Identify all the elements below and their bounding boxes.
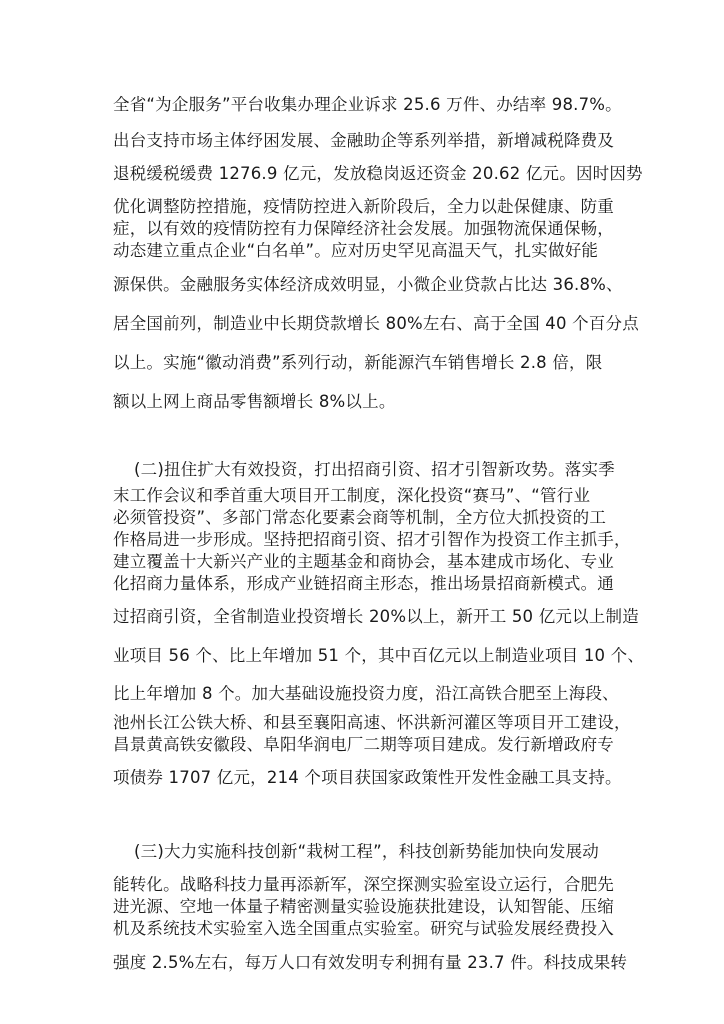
- text-line: 退税缓税缓费 1276.9 亿元，发放稳岗返还资金 20.62 亿元。因时因势: [113, 164, 643, 183]
- text-line: 强度 2.5%左右，每万人口有效发明专利拥有量 23.7 件。科技成果转: [113, 953, 628, 972]
- text-line: 业项目 56 个、比上年增加 51 个，其中百亿元以上制造业项目 10 个、: [113, 646, 645, 665]
- text-line: 出台支持市场主体纾困发展、金融助企等系列举措，新增减税降费及: [113, 131, 614, 150]
- text-line: 末工作会议和季首重大项目开工制度，深化投资“赛马”、“管行业: [113, 486, 591, 505]
- text-line: 建立覆盖十大新兴产业的主题基金和商协会，基本建成市场化、专业: [113, 552, 614, 571]
- text-line: 额以上网上商品零售额增长 8%以上。: [113, 392, 396, 411]
- text-line: 昌景黄高铁安徽段、阜阳华润电厂二期等项目建成。发行新增政府专: [113, 735, 614, 754]
- text-line: 以上。实施“徽动消费”系列行动，新能源汽车销售增长 2.8 倍，限: [113, 353, 603, 372]
- text-line: 过招商引资，全省制造业投资增长 20%以上，新开工 50 亿元以上制造: [113, 607, 639, 626]
- text-line: 源保供。金融服务实体经济成效明显，小微企业贷款占比达 36.8%、: [113, 275, 623, 294]
- text-line: 必须管投资”、多部门常态化要素会商等机制，全方位大抓投资的工: [113, 508, 607, 527]
- text-line: 症，以有效的疫情防控有力保障经济社会发展。加强物流保通保畅，: [113, 219, 614, 238]
- text-line: 居全国前列，制造业中长期贷款增长 80%左右、高于全国 40 个百分点: [113, 314, 639, 333]
- text-line: 优化调整防控措施，疫情防控进入新阶段后，全力以赴保健康、防重: [113, 197, 614, 216]
- text-line: 机及系统技术实验室入选全国重点实验室。研究与试验发展经费投入: [113, 919, 614, 938]
- text-line: 动态建立重点企业“白名单”。应对历史罕见高温天气，扎实做好能: [113, 241, 599, 260]
- text-line: 项债券 1707 亿元，214 个项目获国家政策性开发性金融工具支持。: [113, 768, 622, 787]
- text-line: 进光源、空地一体量子精密测量实验设施获批建设，认知智能、压缩: [113, 897, 614, 916]
- section-heading-line: (二)扭住扩大有效投资，打出招商引资、招才引智新攻势。落实季: [134, 460, 615, 479]
- text-line: 化招商力量体系，形成产业链招商主形态，推出场景招商新模式。通: [113, 574, 614, 593]
- text-line: 比上年增加 8 个。加大基础设施投资力度，沿江高铁合肥至上海段、: [113, 684, 619, 703]
- text-line: 全省“为企服务”平台收集办理企业诉求 25.6 万件、办结率 98.7%。: [113, 95, 622, 114]
- section-heading-line: (三)大力实施科技创新“栽树工程”，科技创新势能加快向发展动: [134, 842, 599, 861]
- text-line: 池州长江公铁大桥、和县至襄阳高速、怀洪新河灌区等项目开工建设，: [113, 713, 631, 732]
- text-line: 作格局进一步形成。坚持把招商引资、招才引智作为投资工作主抓手，: [113, 530, 631, 549]
- text-line: 能转化。战略科技力量再添新军，深空探测实验室设立运行，合肥先: [113, 875, 614, 894]
